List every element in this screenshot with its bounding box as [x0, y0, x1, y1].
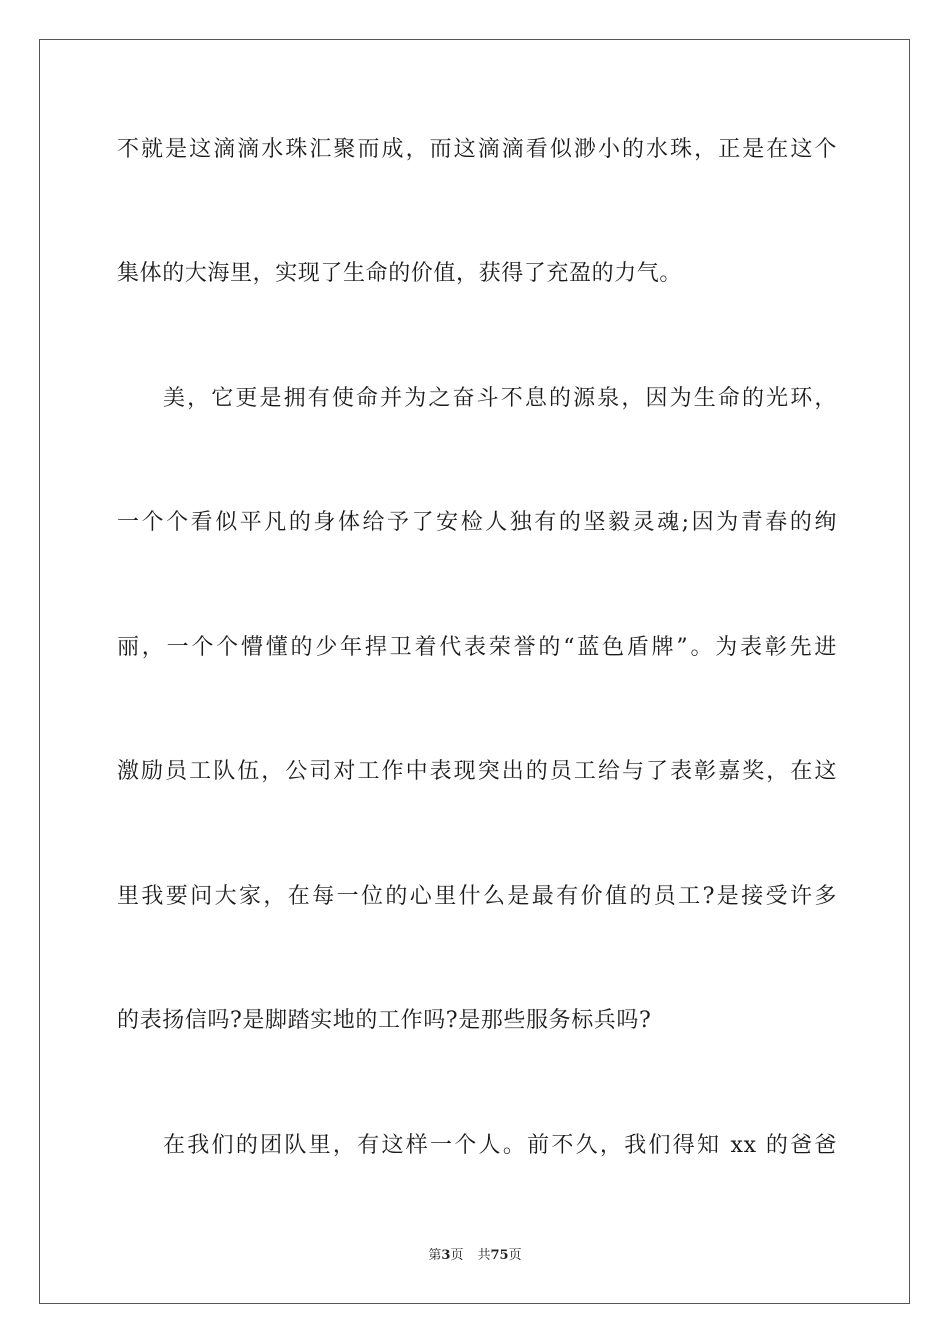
total-suffix: 页 — [508, 1248, 522, 1263]
page-number: 3 — [441, 1248, 451, 1263]
text-line-8: 的表扬信吗?是脚踏实地的工作吗?是那些服务标兵吗? — [117, 1008, 652, 1033]
page-border — [39, 39, 910, 1304]
text-line-6: 激励员工队伍，公司对工作中表现突出的员工给与了表彰嘉奖，在这 — [117, 759, 837, 784]
page-prefix: 第 — [428, 1248, 442, 1263]
total-pages: 75 — [490, 1248, 509, 1263]
text-line-4: 一个个看似平凡的身体给予了安检人独有的坚毅灵魂;因为青春的绚 — [117, 510, 837, 535]
text-line-7: 里我要问大家，在每一位的心里什么是最有价值的员工?是接受许多 — [117, 884, 837, 909]
text-line-5: 丽，一个个懵懂的少年捍卫着代表荣誉的“蓝色盾牌”。为表彰先进 — [117, 635, 837, 660]
text-line-3: 美，它更是拥有使命并为之奋斗不息的源泉，因为生命的光环， — [163, 386, 837, 411]
text-line-1: 不就是这滴滴水珠汇聚而成，而这滴滴看似渺小的水珠，正是在这个 — [117, 137, 837, 162]
total-prefix: 共 — [477, 1248, 491, 1263]
text-line-2: 集体的大海里，实现了生命的价值，获得了充盈的力气。 — [117, 261, 683, 286]
page-suffix: 页 — [450, 1248, 464, 1263]
text-line-9: 在我们的团队里，有这样一个人。前不久，我们得知 xx 的爸爸 — [163, 1133, 837, 1158]
page-footer — [0, 1247, 950, 1265]
